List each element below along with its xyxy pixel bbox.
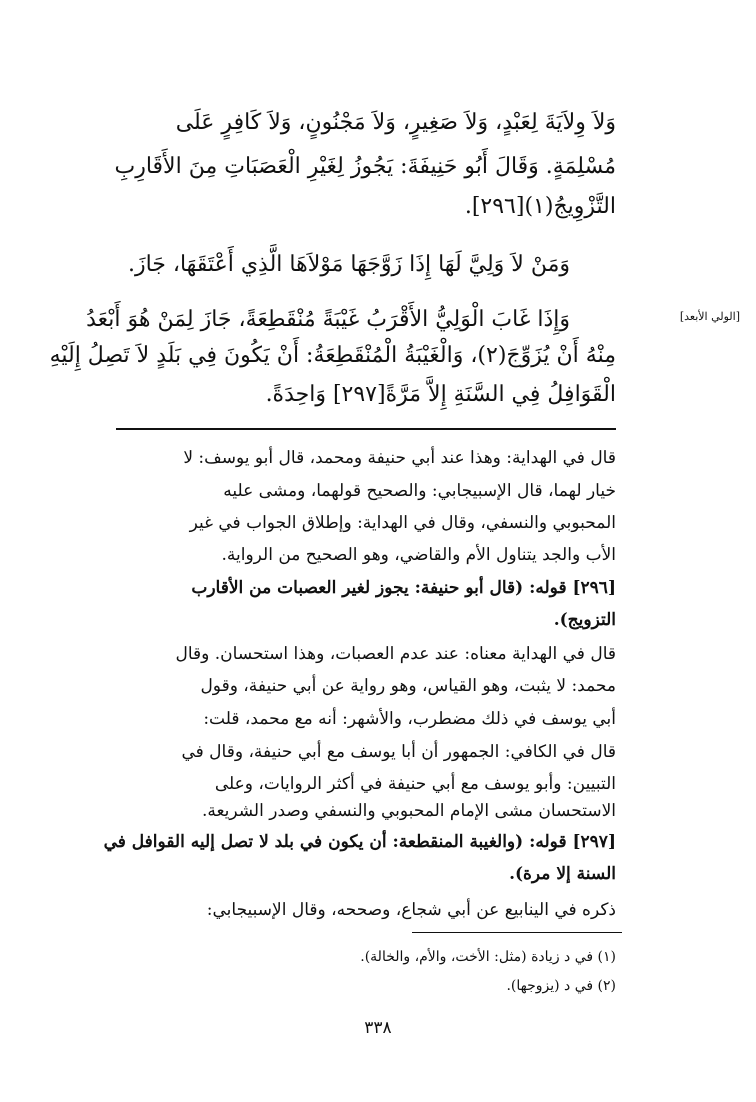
main-text-line: وَإِذَا غَابَ الْوَلِيُّ الأَقْرَبُ غَيْبَةً مُنْقَطِعَةً، جَازَ لِمَنْ هُوَ أَبْعَدُ bbox=[86, 307, 570, 332]
footnote-rule bbox=[412, 932, 622, 933]
commentary-line: ذكره في الينابيع عن أبي شجاع، وصححه، وقال الإسبيجابي: bbox=[206, 900, 616, 920]
commentary-line: محمد: لا يثبت، وهو القياس، وهو رواية عن أبي حنيفة، وقول bbox=[200, 676, 616, 696]
commentary-heading: السنة إلا مرة). bbox=[509, 864, 616, 884]
main-text-line: وَلاَ وِلاَيَةَ لِعَبْدٍ، وَلاَ صَغِيرٍ، وَلاَ مَجْنُونٍ، وَلاَ كَافِرٍ عَلَى bbox=[175, 110, 616, 135]
main-text-line: مِنْهُ أَنْ يُزَوِّجَ(٢)، وَالْغَيْبَةُ الْمُنْقَطِعَةُ: أَنْ يَكُونَ فِي بَلَدٍ لاَ تَصِلُ إِلَيْهِ bbox=[49, 343, 616, 368]
main-text-line: التَّزْوِيجُ(١)[٢٩٦]. bbox=[464, 194, 616, 219]
commentary-line: الأب والجد يتناول الأم والقاضي، وهو الصحيح من الرواية. bbox=[221, 545, 616, 565]
footnote: (١) في د زيادة (مثل: الأخت، والأم، والخالة). bbox=[360, 949, 616, 965]
commentary-line: خيار لهما، قال الإسبيجابي: والصحيح قولهما، ومشى عليه bbox=[223, 481, 616, 501]
page-number: ٣٣٨ bbox=[364, 1018, 392, 1038]
commentary-line: الاستحسان مشى الإمام المحبوبي والنسفي وصدر الشريعة. bbox=[201, 801, 616, 821]
commentary-line: قال في الهداية: وهذا عند أبي حنيفة ومحمد، قال أبو يوسف: لا bbox=[183, 448, 616, 468]
main-text-line: الْقَوَافِلُ فِي السَّنَةِ إِلاَّ مَرَّةً[٢٩٧] وَاحِدَةً. bbox=[265, 382, 616, 407]
commentary-line: قال في الهداية معناه: عند عدم العصبات، وهذا استحسان. وقال bbox=[175, 644, 616, 664]
margin-note: [الولي الأبعد] bbox=[679, 310, 740, 323]
main-text-line: مُسْلِمَةٍ. وَقَالَ أَبُو حَنِيفَةَ: يَجُوزُ لِغَيْرِ الْعَصَبَاتِ مِنَ الأَقَارِبِ bbox=[114, 154, 616, 179]
commentary-line: المحبوبي والنسفي، وقال في الهداية: وإطلاق الجواب في غير bbox=[189, 513, 616, 533]
commentary-line: قال في الكافي: الجمهور أن أبا يوسف مع أبي حنيفة، وقال في bbox=[181, 742, 616, 762]
commentary-heading: [٢٩٦] قوله: (قال أبو حنيفة: يجوز لغير العصبات من الأقارب bbox=[191, 578, 616, 598]
commentary-heading: التزويج). bbox=[553, 610, 616, 630]
main-text-line: وَمَنْ لاَ وَلِيَّ لَهَا إِذَا زَوَّجَهَا مَوْلاَهَا الَّذِي أَعْتَقَهَا، جَازَ. bbox=[127, 252, 570, 277]
commentary-heading: [٢٩٧] قوله: (والغيبة المنقطعة: أن يكون في بلد لا تصل إليه القوافل في bbox=[103, 832, 616, 852]
footnote: (٢) في د (يزوجها). bbox=[506, 978, 616, 994]
commentary-line: التبيين: وأبو يوسف مع أبي حنيفة في أكثر الروايات، وعلى bbox=[214, 774, 616, 794]
commentary-line: أبي يوسف في ذلك مضطرب، والأشهر: أنه مع محمد، قلت: bbox=[203, 709, 616, 729]
separator-rule bbox=[116, 428, 616, 430]
